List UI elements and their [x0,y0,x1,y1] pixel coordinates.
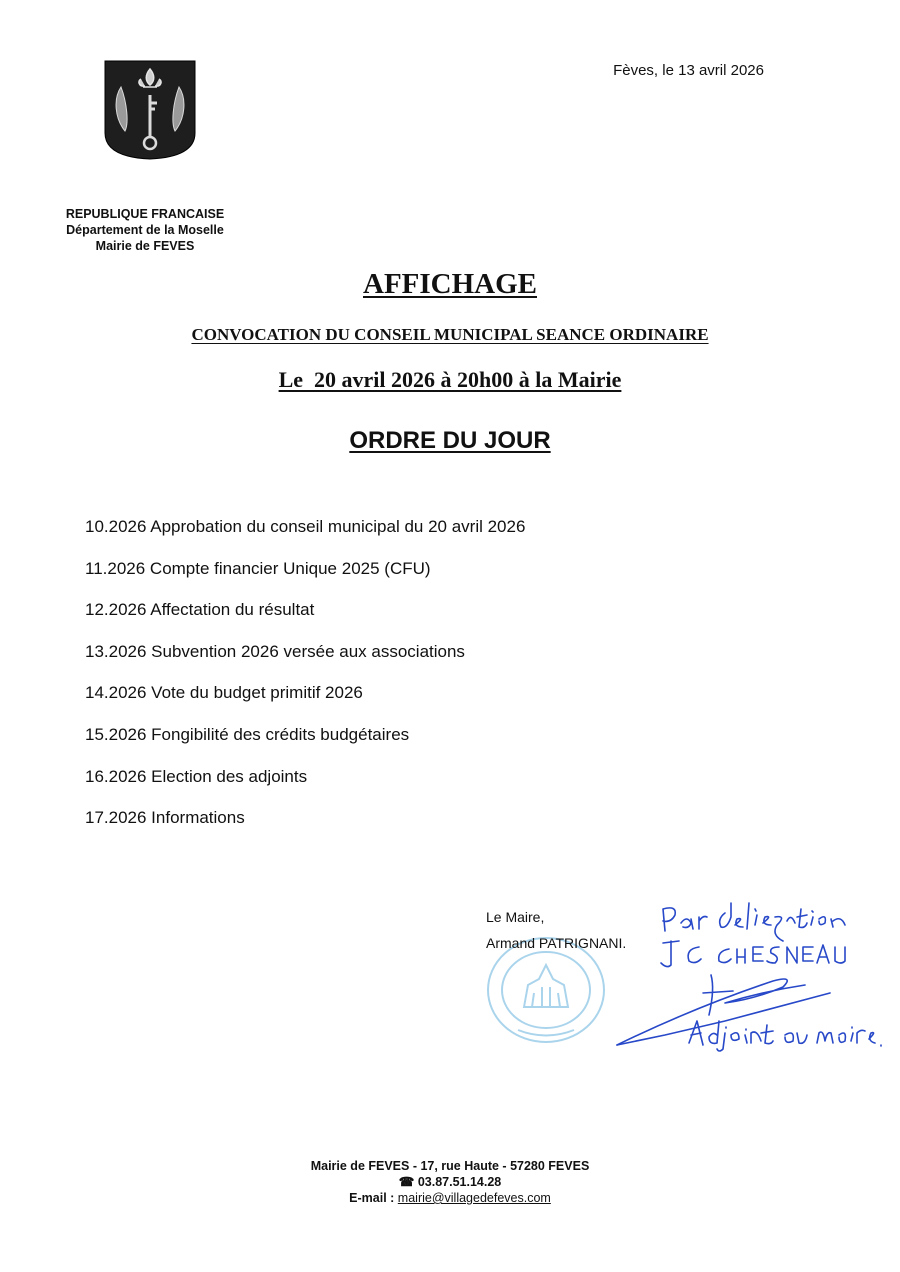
agenda-heading: ORDRE DU JOUR [349,427,551,454]
letterhead-line-country: REPUBLIQUE FRANCAISE [65,207,225,221]
footer-phone: 03.87.51.14.28 [417,1175,502,1189]
agenda-item: 13.2026 Subvention 2026 versée aux associations [85,641,465,661]
signatory-name: Armand PATRIGNANI. [486,935,627,951]
coat-of-arms-icon [103,59,197,161]
footer [0,1158,900,1206]
letterhead-line-department: Département de la Moselle [66,223,224,237]
letterhead-line-mairie: Mairie de FEVES [95,239,195,253]
agenda-item: 17.2026 Informations [85,808,245,828]
footer-phone-line [0,1174,900,1190]
agenda-item: 12.2026 Affectation du résultat [85,600,315,620]
agenda-item: 16.2026 Election des adjoints [85,766,308,786]
convocation-heading: CONVOCATION DU CONSEIL MUNICIPAL SEANCE ORDINAIRE [191,325,709,344]
letterhead [40,206,250,254]
agenda-item: 14.2026 Vote du budget primitif 2026 [85,683,363,703]
footer-email-label: E-mail : [349,1191,398,1205]
signatory-role: Le Maire, [486,909,545,925]
agenda-list [85,517,525,850]
telephone-icon: ☎ [398,1175,415,1189]
document-date: Fèves, le 13 avril 2026 [613,62,764,79]
footer-email-link[interactable]: mairie@villagedefeves.com [397,1191,551,1205]
handwritten-signature [605,895,895,1065]
agenda-item: 10.2026 Approbation du conseil municipal du 20 avril 2026 [85,517,526,536]
agenda-item: 15.2026 Fongibilité des crédits budgétaires [85,724,410,744]
footer-address: Mairie de FEVES - 17, rue Haute - 57280 FEVES [310,1159,590,1173]
footer-email-line [0,1190,900,1206]
agenda-item: 11.2026 Compte financier Unique 2025 (CFU) [85,558,431,578]
page-title: AFFICHAGE [363,268,537,300]
meeting-date-heading: Le 20 avril 2026 à 20h00 à la Mairie [278,367,622,392]
